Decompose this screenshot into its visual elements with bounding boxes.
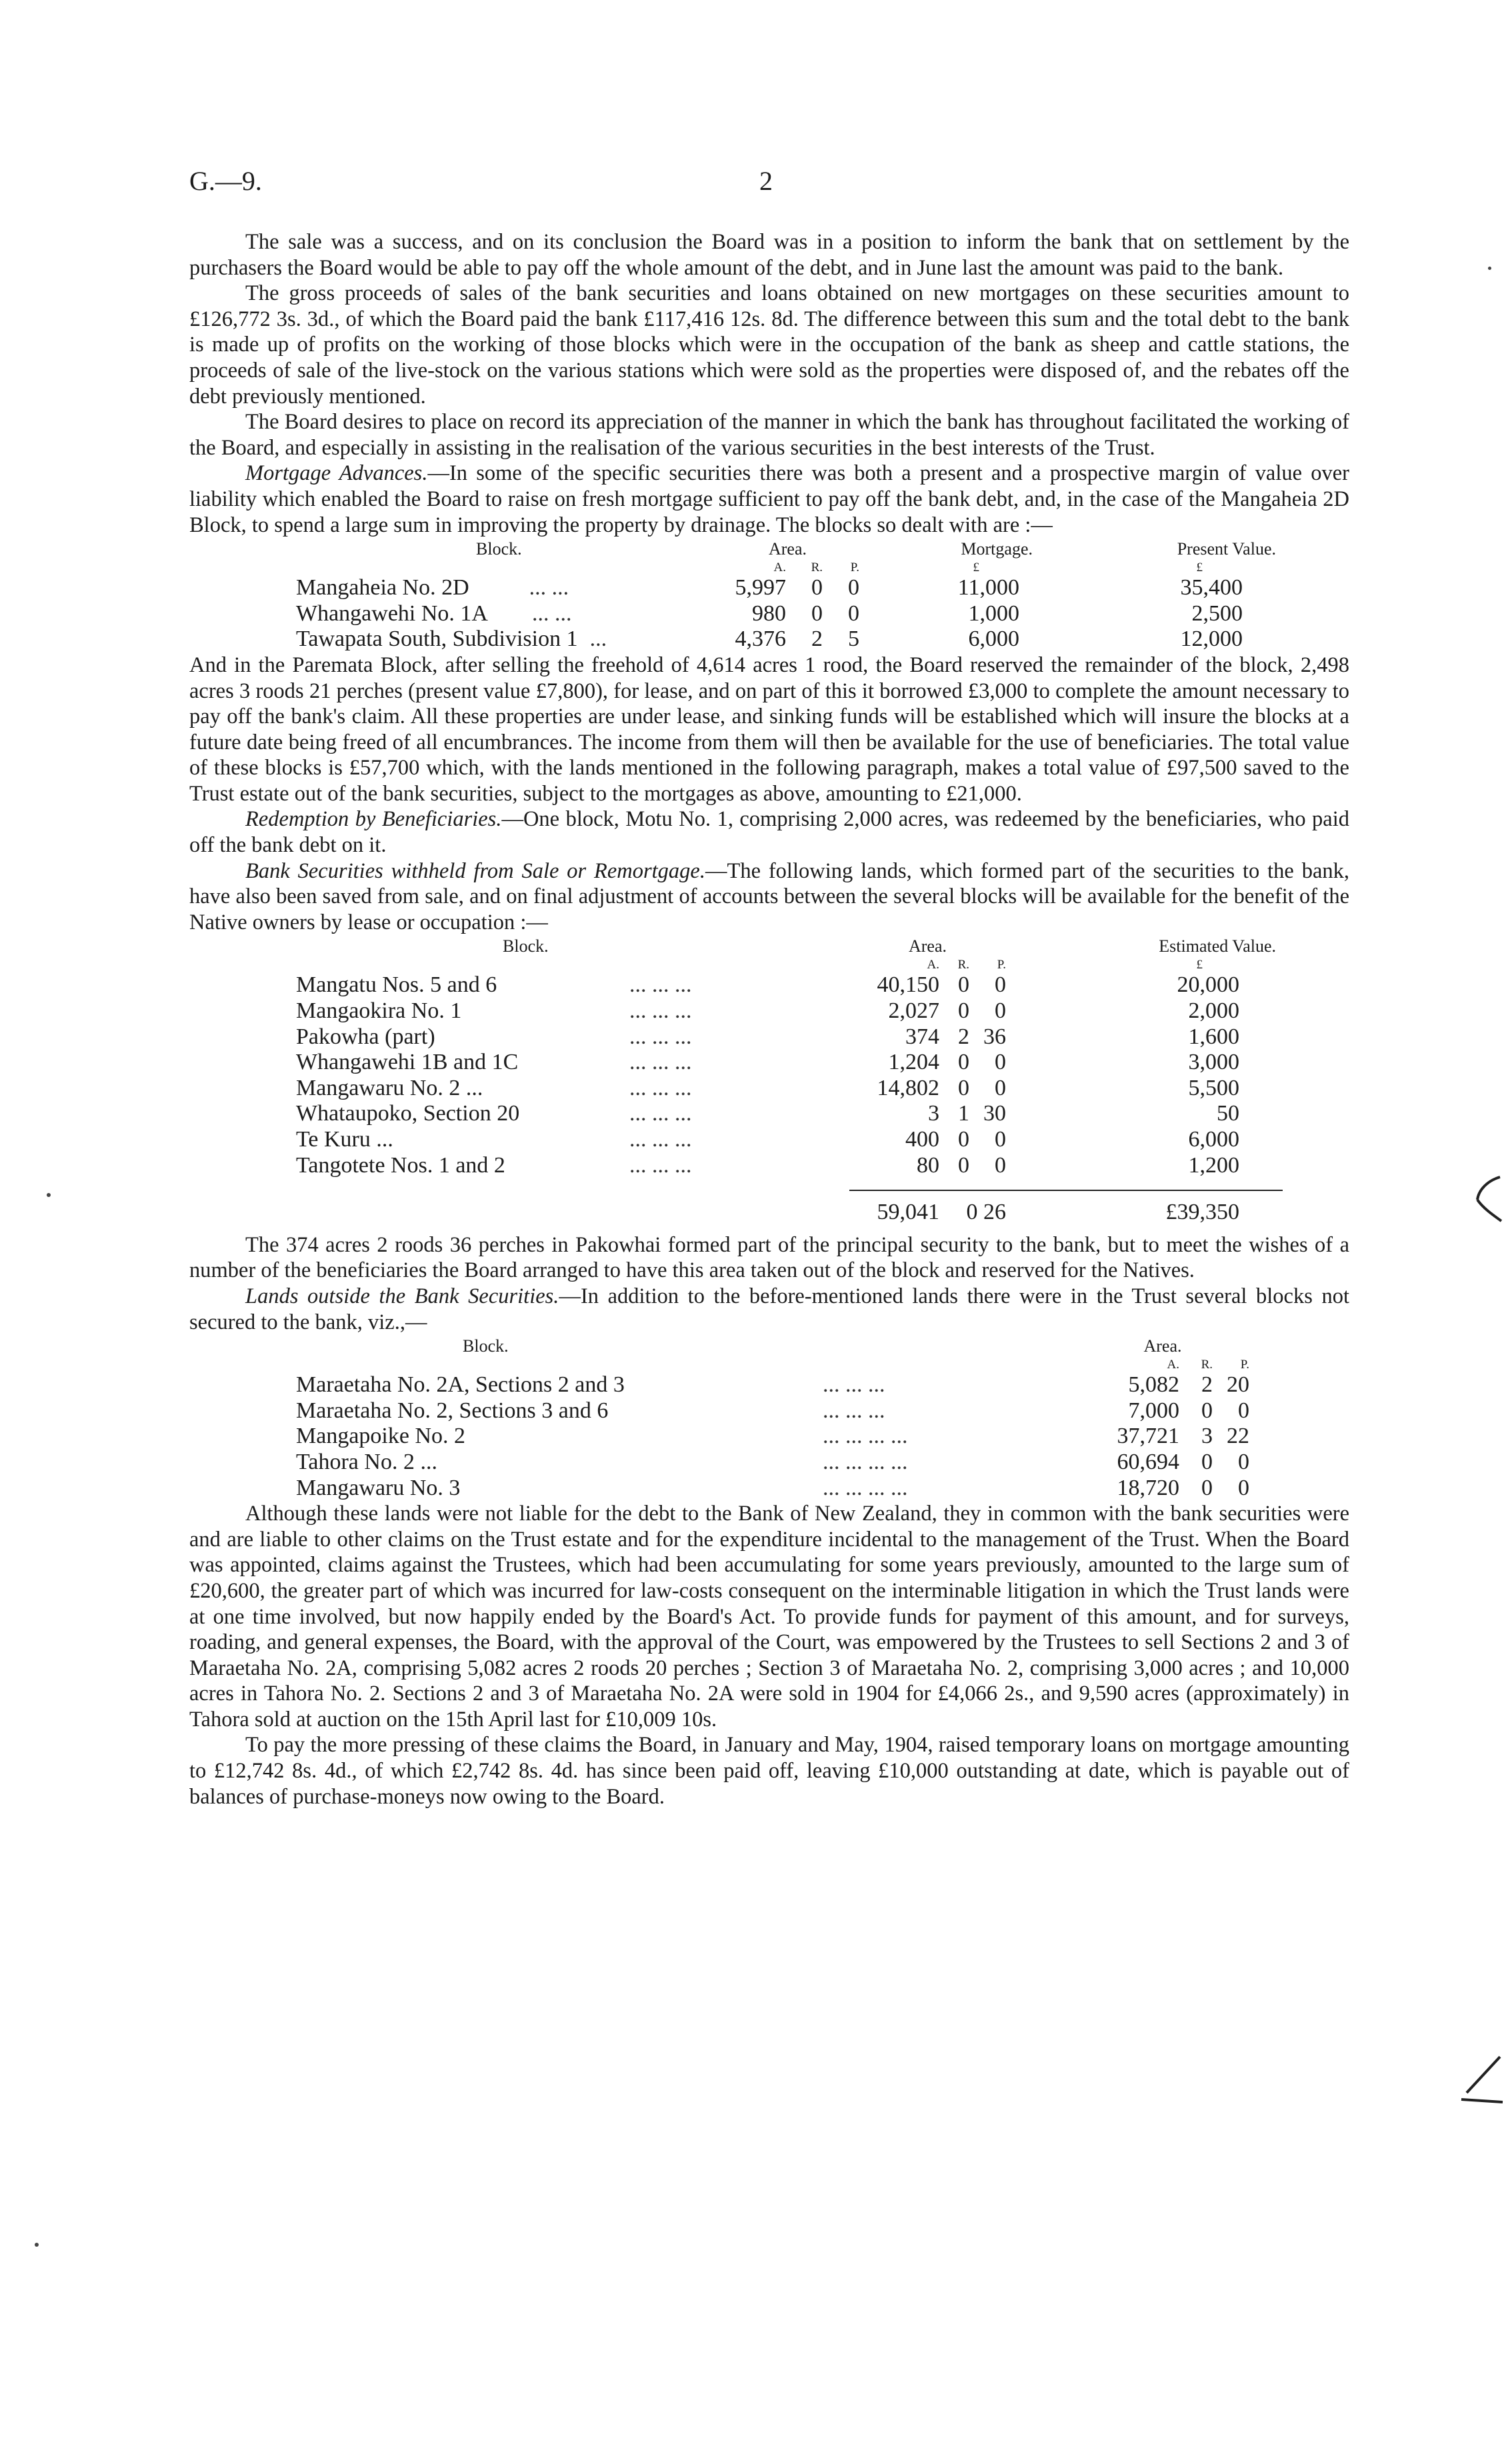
table-row: Mangawaru No. 3 ... ... ... ... 18,720 0 0 <box>296 1475 1249 1500</box>
table-row: Tangotete Nos. 1 and 2 ... ... ... 80 0 0 1,200 <box>296 1152 1239 1178</box>
column-header-block: Block. <box>503 936 549 956</box>
table-units-row: A. R. P. <box>1167 1358 1249 1372</box>
table-header-row <box>296 935 1283 958</box>
paragraph-redemption: Redemption by Beneficiaries.—One block, Motu No. 1, comprising 2,000 acres, was redeemed by the beneficiaries, who paid off the bank debt on it. <box>189 807 1350 858</box>
table-row: Maraetaha No. 2A, Sections 2 and 3 ... ... ... 5,082 2 20 <box>296 1372 1249 1398</box>
section-heading-mortgage-advances: Mortgage Advances. <box>245 461 428 486</box>
table-row: Tawapata South, Subdivision 1 ... 4,376 2 5 6,000 12,000 <box>296 626 1243 652</box>
table-header-row <box>296 538 1283 561</box>
table-row: Whataupoko, Section 20 ... ... ... 3 1 30 50 <box>296 1101 1239 1126</box>
table-row: Mangaheia No. 2D ... ... 5,997 0 0 11,000 35,400 <box>296 575 1243 601</box>
table-row: Te Kuru ... ... ... ... 400 0 0 6,000 <box>296 1127 1239 1152</box>
scan-dot <box>35 2243 39 2247</box>
scan-dot <box>1488 267 1491 270</box>
table-units-row: A. R. P. £ <box>927 958 1203 972</box>
column-header-block: Block. <box>463 1336 509 1356</box>
total-area-acres: 59,041 <box>877 1200 939 1225</box>
table-row: Maraetaha No. 2, Sections 3 and 6 ... ... ... 7,000 0 0 <box>296 1398 1249 1423</box>
paragraph-temporary-loans: To pay the more pressing of these claims the Board, in January and May, 1904, raised temporary loans on mortgage amounting to £12,742 8s. 4d., of which £2,742 8s. 4d. has since been paid off, leaving £10,000 outstanding at date, which is payable out of balances of purchase-moneys now owing to the Board. <box>189 1733 1349 1809</box>
paragraph-lands-outside: Lands outside the Bank Securities.—In addition to the before-mentioned lands there were in the Trust several blocks not secured to the bank, viz.,— <box>189 1284 1349 1334</box>
table-row: Mangawaru No. 2 ... ... ... ... 14,802 0 0 5,500 <box>296 1075 1239 1100</box>
page-number: 2 <box>759 166 773 196</box>
paragraph-bank-securities-withheld: Bank Securities withheld from Sale or Remortgage.—The following lands, which formed part of the securities to the bank, have also been saved from sale, and on final adjustment of accounts between the several blocks will be available for the benefit of the Native owners by lease or occupation :— <box>189 858 1349 934</box>
table-row: Whangawehi No. 1A ... ... 980 0 0 1,000 2,500 <box>296 601 1243 626</box>
total-estimated-value: £39,350 <box>1165 1200 1239 1225</box>
table-header-row <box>296 1335 1249 1358</box>
table-total-row <box>296 1200 1283 1226</box>
scan-mark-bracket <box>1473 1173 1504 1226</box>
table-row: Mangapoike No. 2 ... ... ... ... 37,721 3 22 <box>296 1424 1249 1449</box>
column-header-area: Area. <box>1143 1336 1182 1356</box>
table-row: Mangatu Nos. 5 and 6 ... ... ... 40,150 0 0 20,000 <box>296 972 1239 998</box>
table-units-row: A. R. P. £ £ <box>773 561 1203 575</box>
column-header-block: Block. <box>476 539 522 559</box>
column-header-present-value: Present Value. <box>1177 539 1276 559</box>
table-row: Tahora No. 2 ... ... ... ... ... 60,694 0 0 <box>296 1449 1249 1474</box>
scan-mark-slash <box>1453 2053 1504 2113</box>
column-header-area: Area. <box>768 539 807 559</box>
total-area-roods-perches: 0 26 <box>966 1200 1006 1225</box>
paragraph-claims: Although these lands were not liable for the debt to the Bank of New Zealand, they in common with the bank securities were and are liable to other claims on the Trust estate and for the expenditure incidental to the management of the Trust. When the Board was appointed, claims against the Trustees, which had been accumulating for some years previously, amounted to the large sum of £20,600, the greater part of which was incurred for law-costs consequent on the interminable litigation in which the Trust lands were at one time involved, but now happily ended by the Board's Act. To provide funds for payment of this amount, and for surveys, roading, and general expenses, the Board, with the approval of the Court, was empowered by the Trustees to sell Sections 2 and 3 of Maraetaha No. 2A, comprising 5,082 acres 2 roods 20 perches ; Section 3 of Maraetaha No. 2, comprising 3,000 acres ; and 10,000 acres in Tahora No. 2. Sections 2 and 3 of Maraetaha No. 2A were sold in 1904 for £4,066 2s., and 9,590 acres (approximately) in Tahora sold at auction on the 15th April last for £10,009 10s. <box>189 1502 1349 1732</box>
paragraph-mortgage-advances: Mortgage Advances.—In some of the specific securities there was both a present and a prospective margin of value over liability which enabled the Board to raise on fresh mortgage sufficient to pay off the bank debt, and, in the case of the Mangaheia 2D Block, to spend a large sum in improving the property by drainage. The blocks so dealt with are :— <box>189 461 1349 537</box>
scan-dot <box>47 1193 51 1197</box>
mortgage-blocks-table <box>296 538 1283 652</box>
section-heading-redemption: Redemption by Beneficiaries. <box>245 807 502 832</box>
lands-outside-table <box>296 1335 1249 1501</box>
paragraph-paremata: And in the Paremata Block, after selling the freehold of 4,614 acres 1 rood, the Board reserved the remainder of the block, 2,498 acres 3 roods 21 perches (present value £7,800), for lease, and on part of this it borrowed £3,000 to complete the amount necessary to pay off the bank's claim. All these properties are under lease, and sinking funds will be established which will insure the blocks at a future date being freed of all encumbrances. The income from them will then be available for the use of beneficiaries. The total value of these blocks is £57,700 which, with the lands mentioned in the following paragraph, makes a total value of £97,500 saved to the Trust estate out of the bank securities, subject to the mortgages as above, amounting to £21,000. <box>189 652 1349 806</box>
section-heading-bank-securities: Bank Securities withheld from Sale or Remortgage. <box>245 858 705 883</box>
table-row: Whangawehi 1B and 1C ... ... ... 1,204 0 0 3,000 <box>296 1050 1239 1075</box>
column-header-estimated-value: Estimated Value. <box>1159 936 1276 956</box>
paragraph-gross-proceeds: The gross proceeds of sales of the bank securities and loans obtained on new mortgages on these securities amount to £126,772 3s. 3d., of which the Board paid the bank £117,416 12s. 8d. The difference between this sum and the total debt to the bank is made up of profits on the working of those blocks which were in the occupation of the bank as sheep and cattle stations, the proceeds of sale of the live-stock on the various stations which were sold as the properties were disposed of, and the rebates off the debt previously mentioned. <box>189 281 1349 409</box>
table-row: Mangaokira No. 1 ... ... ... 2,027 0 0 2,000 <box>296 998 1239 1024</box>
column-header-area: Area. <box>908 936 947 956</box>
paragraph-appreciation: The Board desires to place on record its appreciation of the manner in which the bank has throughout facilitated the working of the Board, and especially in assisting in the realisation of the various securities in the best interests of the Trust. <box>189 410 1349 460</box>
paragraph-pakowhai: The 374 acres 2 roods 36 perches in Pakowhai formed part of the principal security to the bank, but to meet the wishes of a number of the beneficiaries the Board arranged to have this area taken out of the block and reserved for the Natives. <box>189 1232 1349 1283</box>
document-reference: G.—9. <box>189 166 262 196</box>
document-body <box>189 160 1349 1810</box>
bank-securities-table <box>296 935 1283 1225</box>
table-row: Pakowha (part) ... ... ... 374 2 36 1,600 <box>296 1024 1239 1049</box>
section-heading-lands-outside: Lands outside the Bank Securities. <box>245 1284 559 1308</box>
paragraph-sale: The sale was a success, and on its conclusion the Board was in a position to inform the bank that on settlement by the purchasers the Board would be able to pay off the whole amount of the debt, and in June last the amount was paid to the bank. <box>189 230 1349 280</box>
column-header-mortgage: Mortgage. <box>961 539 1033 559</box>
